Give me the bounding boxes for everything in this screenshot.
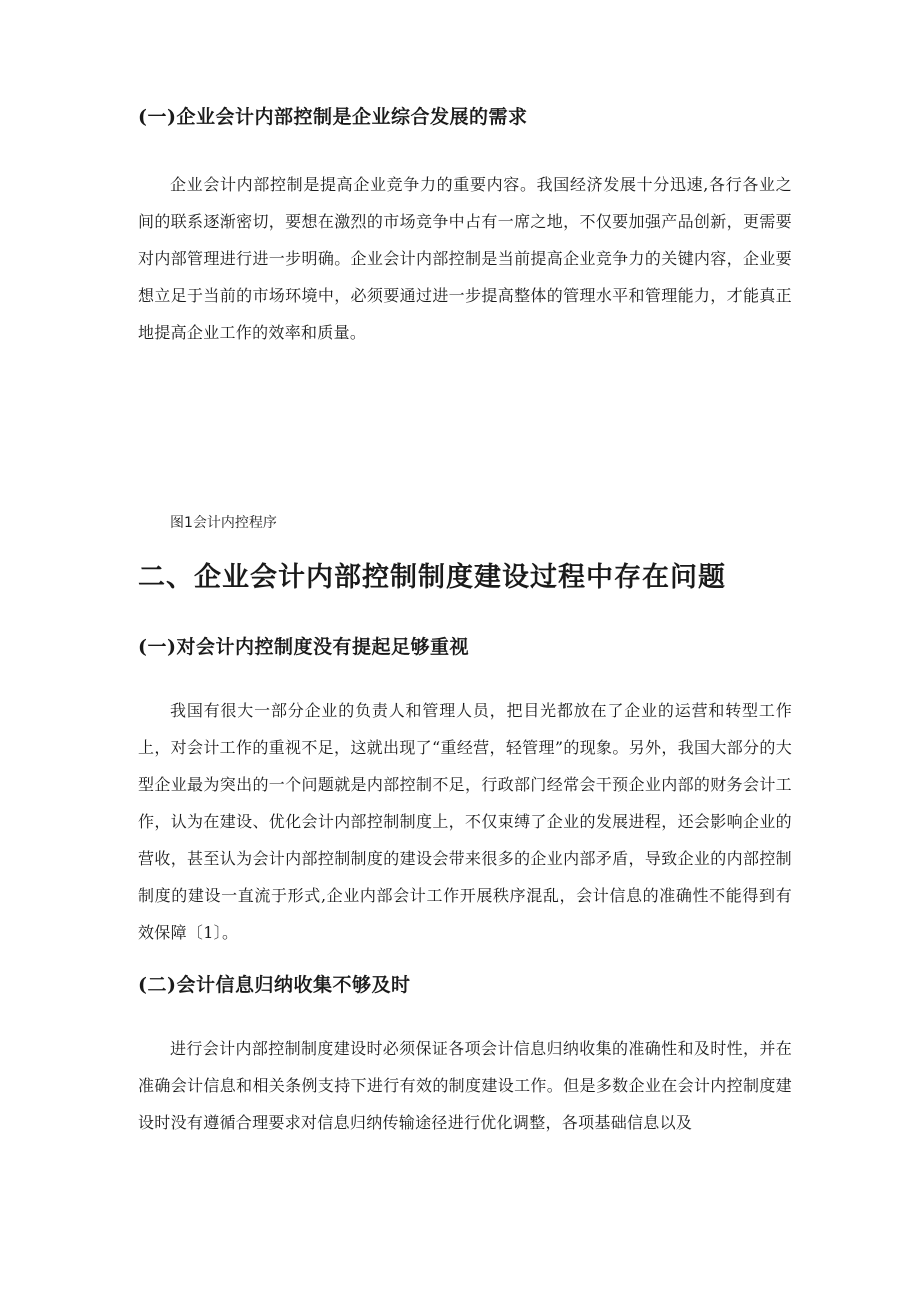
section-heading-info-collection: (二)会计信息归纳收集不够及时	[138, 974, 411, 996]
section-heading-enterprise-demand: (一)企业会计内部控制是企业综合发展的需求	[138, 106, 528, 128]
section-heading-insufficient-attention: (一)对会计内控制度没有提起足够重视	[138, 636, 469, 658]
paragraph-info-collection: 进行会计内部控制制度建设时必须保证各项会计信息归纳收集的准确性和及时性，并在准确会计信息和相关条例支持下进行有效的制度建设工作。但是多数企业在会计内控制度建设时没有遵循合理要求对信息归纳传输途径进行优化调整，各项基础信息以及	[138, 1039, 792, 1132]
chapter-title: 二、企业会计内部控制制度建设过程中存在问题	[138, 562, 726, 593]
paragraph-insufficient-attention: 我国有很大一部分企业的负责人和管理人员，把目光都放在了企业的运营和转型工作上，对会计工作的重视不足，这就出现了“重经营，轻管理”的现象。另外，我国大部分的大型企业最为突出的一个问题就是内部控制不足，行政部门经常会干预企业内部的财务会计工作，认为在建设、优化会计内部控制制度上，不仅束缚了企业的发展进程，还会影响企业的营收，甚至认为会计内部控制制度的建设会带来很多的企业内部矛盾，导致企业的内部控制制度的建设一直流于形式,企业内部会计工作开展秩序混乱，会计信息的准确性不能得到有效保障〔1〕。	[138, 701, 792, 942]
figure-caption: 图1会计内控程序	[170, 515, 277, 531]
paragraph-enterprise-demand: 企业会计内部控制是提高企业竞争力的重要内容。我国经济发展十分迅速,各行各业之间的联系逐渐密切，要想在激烈的市场竞争中占有一席之地，不仅要加强产品创新，更需要对内部管理进行进一步明确。企业会计内部控制是当前提高企业竞争力的关键内容，企业要想立足于当前的市场环境中，必须要通过进一步提高整体的管理水平和管理能力，才能真正地提高企业工作的效率和质量。	[138, 175, 792, 342]
